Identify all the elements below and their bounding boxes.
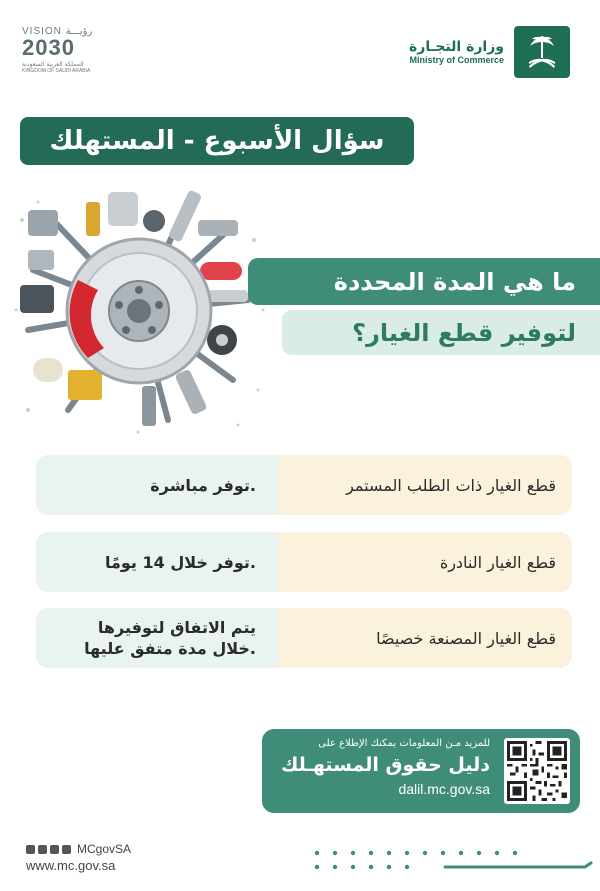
question-line-1: ما هي المدة المحددة xyxy=(333,267,576,296)
facebook-icon[interactable] xyxy=(38,845,47,854)
question-line-2: لتوفير قطع الغيار؟ xyxy=(352,318,576,347)
ministry-name-en: Ministry of Commerce xyxy=(409,55,504,65)
info-intro-text: للمزيد مـن المعلومات يمكنك الإطلاع على xyxy=(318,738,490,749)
vision-label-ar: رؤيـــة xyxy=(65,26,93,37)
social-links xyxy=(26,842,131,856)
footer-decoration xyxy=(305,845,595,875)
vision-kingdom-en: KINGDOM OF SAUDI ARABIA xyxy=(22,68,91,74)
youtube-icon[interactable] xyxy=(62,845,71,854)
vision-kingdom-ar: المملكة العربية السعودية xyxy=(22,61,84,68)
info-guide-title: دليل حقوق المستهـلك xyxy=(280,754,490,776)
answer-text: توفر مباشرة. xyxy=(150,475,256,495)
website-link[interactable]: www.mc.gov.sa xyxy=(26,858,116,873)
answer-row xyxy=(36,455,572,515)
answer-cell xyxy=(36,608,278,668)
qr-code-icon[interactable] xyxy=(504,738,570,804)
category-text: قطع الغيار ذات الطلب المستمر xyxy=(346,475,556,495)
answer-cell xyxy=(36,532,278,592)
answer-text-line-1: يتم الاتفاق لتوفيرها xyxy=(97,618,256,637)
page-title: سؤال الأسبوع - المستهلك xyxy=(49,126,385,156)
category-text: قطع الغيار النادرة xyxy=(439,552,556,572)
category-cell xyxy=(278,608,572,668)
consumer-guide-box[interactable] xyxy=(262,729,580,813)
title-banner xyxy=(20,117,414,165)
answer-cell xyxy=(36,455,278,515)
question-line-2-banner xyxy=(282,310,600,355)
answer-text: توفر خلال 14 يومًا. xyxy=(104,552,256,572)
answer-text-line-2: خلال مدة متفق عليها. xyxy=(84,639,256,658)
answer-row xyxy=(36,608,572,668)
auto-spare-parts-icon xyxy=(8,180,270,442)
vision-label-en: VISION xyxy=(22,26,62,37)
question-line-1-banner xyxy=(248,258,600,305)
social-handle[interactable]: MCgovSA xyxy=(77,842,132,856)
vision-year: 2030 xyxy=(22,35,75,60)
twitter-icon[interactable] xyxy=(26,845,35,854)
palm-swords-emblem-icon xyxy=(514,26,570,78)
category-text: قطع الغيار المصنعة خصيصًا xyxy=(376,628,556,648)
ministry-logo xyxy=(409,26,570,78)
answer-row xyxy=(36,532,572,592)
vision-2030-logo xyxy=(22,26,112,81)
instagram-icon[interactable] xyxy=(50,845,59,854)
ministry-name-ar: وزارة التجـارة xyxy=(409,39,504,55)
info-guide-link[interactable]: dalil.mc.gov.sa xyxy=(398,781,490,797)
category-cell xyxy=(278,532,572,592)
category-cell xyxy=(278,455,572,515)
